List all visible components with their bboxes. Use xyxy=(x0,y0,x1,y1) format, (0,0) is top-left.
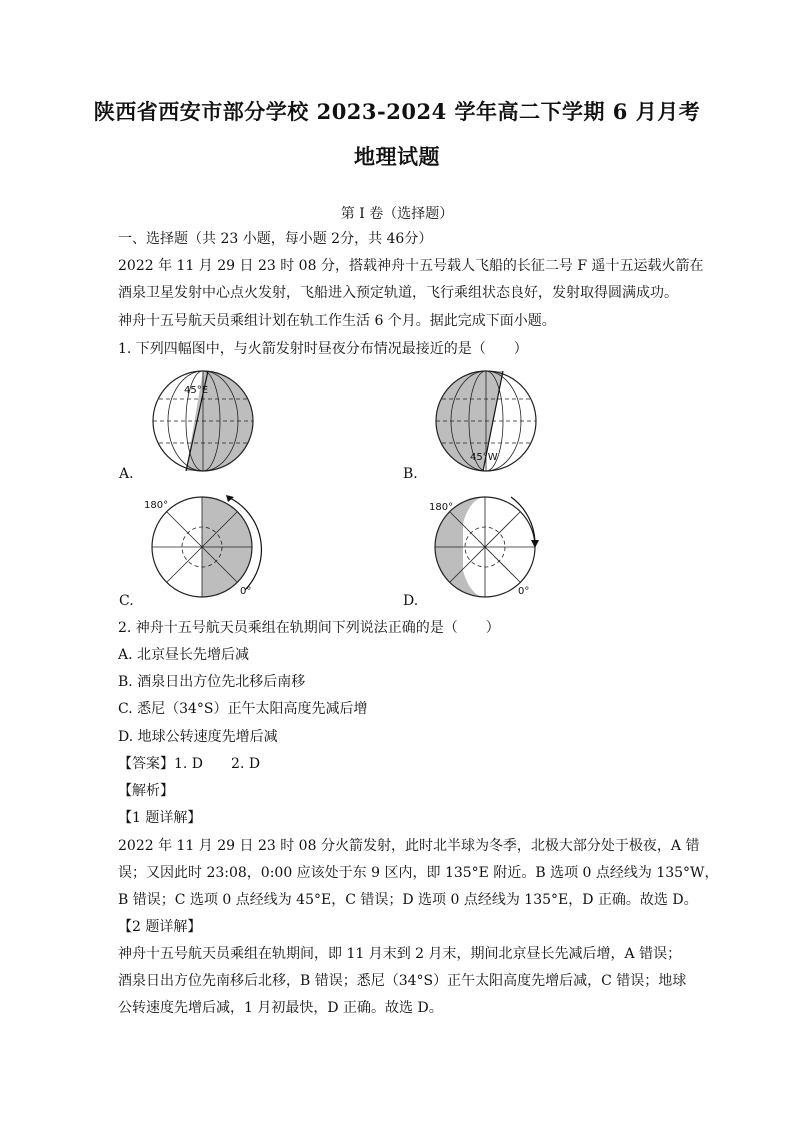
question-2-stem: 2. 神舟十五号航天员乘组在轨期间下列说法正确的是（ ） xyxy=(118,620,500,636)
detail-2-line-1: 神舟十五号航天员乘组在轨期间，即 11 月末到 2 月末，期间北京昼长先减后增，A 错误； xyxy=(118,946,682,962)
detail-1-line-3: B 错误；C 选项 0 点经线为 45°E，C 错误；D 选项 0 点经线为 135°E，D 正确。故选 D。 xyxy=(118,892,698,908)
question-2-option-b: B. 酒泉日出方位先北移后南移 xyxy=(118,674,306,690)
detail-2-line-3: 公转速度先增后减，1 月初最快，D 正确。故选 D。 xyxy=(118,1000,443,1016)
figure-c-label-180: 180° xyxy=(144,500,169,511)
detail-1-line-2: 误；又因此时 23:08，0:00 应该处于东 9 区内，即 135°E 附近。B 选项 0 点经线为 135°W， xyxy=(118,865,719,881)
question-2-option-a: A. 北京昼长先增后减 xyxy=(118,647,250,663)
option-b-label: B. xyxy=(403,466,418,482)
question-1-stem: 1. 下列四幅图中，与火箭发射时昼夜分布情况最接近的是（ ） xyxy=(118,341,528,357)
figure-a-globe xyxy=(140,366,260,478)
detail-1-line-1: 2022 年 11 月 29 日 23 时 08 分火箭发射，此时北半球为冬季，北极大部分处于极夜，A 错 xyxy=(118,838,700,854)
page-title: 陕西省西安市部分学校 2023-2024 学年高二下学期 6 月月考 xyxy=(93,99,701,124)
answer-line: 【答案】1. D 2. D xyxy=(118,756,261,772)
detail-2-line-2: 酒泉日出方位先南移后北移，B 错误；悉尼（34°S）正午太阳高度先增后减，C 错误；地球 xyxy=(118,973,687,989)
question-2-option-c: C. 悉尼（34°S）正午太阳高度先减后增 xyxy=(118,701,368,717)
passage-line-1: 2022 年 11 月 29 日 23 时 08 分，搭载神舟十五号载人飞船的长征二号 F 遥十五运载火箭在 xyxy=(118,258,704,274)
figure-c-label-0: 0° xyxy=(240,586,252,597)
page-subtitle: 地理试题 xyxy=(354,144,440,169)
option-a-label: A. xyxy=(119,466,134,482)
figure-d-label-0: 0° xyxy=(518,586,530,597)
figure-b-label: 45°W xyxy=(470,452,498,463)
volume-heading: 第 I 卷（选择题） xyxy=(340,206,454,222)
figure-a-label: 45°E xyxy=(184,385,209,396)
option-d-label: D. xyxy=(403,593,419,609)
option-c-label: C. xyxy=(119,593,134,609)
figure-d-label-180: 180° xyxy=(429,502,454,513)
analysis-heading: 【解析】 xyxy=(118,783,174,799)
detail-2-heading: 【2 题详解】 xyxy=(118,919,202,935)
section-header: 一、选择题（共 23 小题，每小题 2分，共 46分） xyxy=(118,231,433,247)
passage-line-3: 神舟十五号航天员乘组计划在轨工作生活 6 个月。据此完成下面小题。 xyxy=(118,313,556,329)
figure-d-polar xyxy=(423,490,558,605)
question-2-option-d: D. 地球公转速度先增后减 xyxy=(118,729,278,745)
passage-line-2: 酒泉卫星发射中心点火发射，飞船进入预定轨道，飞行乘组状态良好，发射取得圆满成功。 xyxy=(118,285,678,301)
figure-c-polar xyxy=(140,490,275,605)
figure-b-globe xyxy=(423,366,543,478)
detail-1-heading: 【1 题详解】 xyxy=(118,810,202,826)
